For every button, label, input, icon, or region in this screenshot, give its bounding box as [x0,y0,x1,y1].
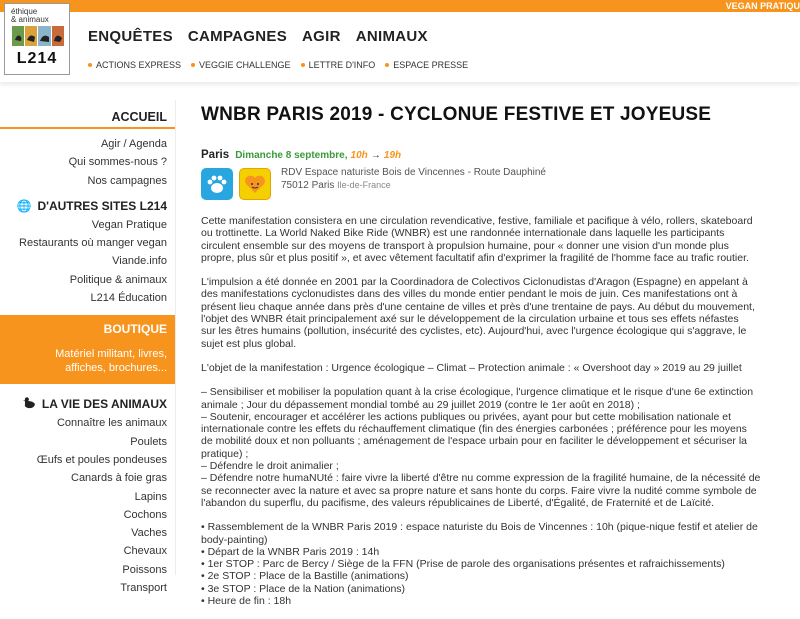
sidebar-item-cochons[interactable]: Cochons [123,508,167,521]
text-line: Cette manifestation consistera en une circulation revendicative, festive, familiale et pacifique à vélo, rollers, skateboard [201,215,753,227]
logo-tagline-2: & animaux [11,15,49,24]
text-line: – Sensibiliser et mobiliser la population quant à la crise écologique, l'urgence climatique et le risque d'une 6e extinction [201,386,754,399]
nav-animaux[interactable]: ANIMAUX [355,28,428,45]
event-description [201,215,798,619]
paw-icon[interactable] [201,168,233,200]
text-line: se reconnecter avec la nature et avec sa propre nature et sans honte du corps. Faire vivre la nudité comme symbole de [201,484,757,497]
boutique-line: Matériel militant, livres, [55,348,167,361]
text-line: internationale contre les effets du réchauffement climatique (fin des énergies carbonées ; préférence pour les moyens [201,423,747,436]
main-content [201,100,798,608]
bullet-icon [191,63,195,67]
subnav-actions-express[interactable] [88,60,181,70]
sidebar-heading-label: D'AUTRES SITES L214 [37,198,167,213]
text-line: présent lieu chaque année dans près d'une centaine de villes et près d'une trentaine de pays. Au début du mouvement, [201,300,755,313]
sidebar-other-sites-title [0,196,175,216]
text-line: des manifestations cyclonudistes dans des villes du monde entier pendant le mois de juin. Ces manifestations ont à [201,288,738,301]
text-line: • Départ de la WNBR Paris 2019 : 14h [201,545,380,558]
text-line: • Heure de fin : 18h [201,595,292,608]
top-bar [0,0,800,12]
sidebar-item-restaurants[interactable]: Restaurants où manger vegan [19,237,167,250]
sidebar-animals-title [0,394,175,414]
text-line: animale ; Jour du dépassement mondial tombé au 29 juillet 2019 (contre le 1er août en 2018) ; [201,398,640,411]
paragraph-1 [201,215,798,264]
globe-icon: 🌐 [16,198,32,213]
subnav-espace-presse[interactable] [385,60,468,70]
sidebar-item-qui-sommes-nous[interactable]: Qui sommes-nous ? [68,156,167,169]
text-line: ou trottinette. La World Naked Bike Ride (WNBR) est une randonnée internationale dans laquelle les participants [201,227,725,240]
subnav-label: ESPACE PRESSE [393,60,469,70]
subnav-label: LETTRE D'INFO [308,60,376,70]
text-line: sur les êtres humains (pollution, insécurité des cyclistes, etc). Aujourd'hui, avec l'urgence écologique qui s'aggrave, le [201,325,747,338]
sidebar-item-oeufs-poules[interactable]: Œufs et poules pondeuses [36,453,167,466]
subnav-label: ACTIONS EXPRESS [96,60,182,70]
venue-postcode: 75012 Paris [281,180,335,191]
sidebar-heading-label: LA VIE DES ANIMAUX [41,397,167,412]
sidebar-item-poulets[interactable]: Poulets [130,435,167,448]
subnav-lettre-info[interactable] [301,60,376,70]
nav-agir[interactable]: AGIR [302,28,341,45]
nav-campagnes[interactable]: CAMPAGNES [187,28,288,45]
sidebar-item-transport[interactable]: Transport [120,582,167,595]
event-city: Paris [201,149,230,161]
paragraph-5 [201,521,798,607]
sidebar-item-agir-agenda[interactable]: Agir / Agenda [100,138,167,150]
page-title: WNBR PARIS 2019 - CYCLONUE FESTIVE ET JOYEUSE [201,104,712,125]
text-line: • 2e STOP : Place de la Bastille (animations) [201,570,409,583]
logo-tagline [11,8,49,24]
text-line: de mobilité doux et non polluants ; aménagement de l'espace urbain pour en faciliter le développement et sécuriser la [201,435,748,448]
main-nav [88,28,443,45]
text-line: pratique) ; [201,447,249,460]
logo-name: L214 [16,50,58,67]
duck-icon [22,397,36,412]
boutique-line: affiches, brochures... [65,361,167,374]
nav-enquetes[interactable]: ENQUÊTES [88,28,173,45]
event-time-end: 19h [383,150,402,161]
paragraph-3 [201,362,798,374]
text-line: • 3e STOP : Place de la Nation (animations) [201,582,406,595]
subnav-veggie-challenge[interactable] [191,60,291,70]
sidebar-item-l214-education[interactable]: L214 Éducation [90,292,167,305]
paragraph-4 [201,386,798,509]
sidebar-item-politique-animaux[interactable]: Politique & animaux [69,273,167,286]
subnav-label: VEGGIE CHALLENGE [199,60,291,70]
sub-nav [88,60,478,70]
sidebar [0,100,176,595]
text-line: – Défendre le droit animalier ; [201,460,339,473]
bullet-icon [301,63,305,67]
boutique-box[interactable] [0,315,175,384]
text-line: • Rassemblement de la WNBR Paris 2019 : espace naturiste du Bois de Vincennes : 10h (pique-nique festif et atelier de [201,521,758,534]
paragraph-2 [201,276,798,350]
text-line: L'objet de la manifestation : Urgence écologique – Climat – Protection animale : « Overshoot day » 2019 au 29 juillet [201,361,742,374]
sidebar-item-connaitre-animaux[interactable]: Connaître les animaux [56,417,167,430]
event-meta [201,149,401,161]
venue-region: Ile-de-France [337,180,391,190]
event-venue [281,167,546,192]
sidebar-item-canards[interactable]: Canards à foie gras [71,472,167,485]
text-line: propre, plus sûr et plus positif », et avec vêtement facultatif afin d'exprimer la fragilité de l'homme face au trafic routier. [201,251,749,264]
logo-tagline-1: éthique [11,7,38,16]
text-line: sujet est plus global. [201,337,297,350]
sidebar-item-vaches[interactable]: Vaches [131,527,167,540]
arrow-right-icon: → [370,150,381,161]
text-line: l'objet des WNBR était principalement axé sur le développement de la circulation urbaine et tous ses effets néfastes [201,313,739,326]
sidebar-home[interactable]: ACCUEIL [0,107,175,129]
vegan-pratique-link[interactable]: VEGAN PRATIQU [725,1,800,11]
text-line: body-painting) [201,533,268,546]
sidebar-item-chevaux[interactable]: Chevaux [123,545,167,558]
sidebar-item-nos-campagnes[interactable]: Nos campagnes [87,174,167,187]
venue-address: RDV Espace naturiste Bois de Vincennes - Route Dauphiné [281,167,546,178]
text-line: – Soutenir, encourager et accélérer les actions publiques ou privées, ayant pour but cette mobilisation nationale et [201,410,731,423]
event-time-start: 10h [350,150,368,161]
heart-face-icon[interactable] [239,168,271,200]
sidebar-item-viande-info[interactable]: Viande.info [112,255,167,268]
sidebar-item-poissons[interactable]: Poissons [122,563,167,576]
bullet-icon [385,63,389,67]
header [0,12,800,82]
boutique-title: BOUTIQUE [103,322,167,337]
sidebar-item-lapins[interactable]: Lapins [134,490,167,503]
text-line: circulent ensemble sur des moyens de transport à propulsion humaine, pour « donner une vision d'un monde plus [201,239,729,252]
boutique-text [0,348,167,375]
sidebar-item-vegan-pratique[interactable]: Vegan Pratique [91,218,167,231]
l214-logo[interactable] [4,3,70,75]
venue-city-line [281,179,546,192]
logo-animals-icon [12,26,64,46]
bullet-icon [88,63,92,67]
text-line: L'impulsion a été donnée en 2001 par la Coordinadora de Colectivos Ciclonudistas d'Aragon (Espagne) en appelant à [201,276,748,289]
text-line: • 1er STOP : Parc de Bercy / Siège de la FFN (Prise de parole des organisations présentes et rafraichissements) [201,558,725,571]
event-date: Dimanche 8 septembre, [235,150,348,161]
text-line: – Défendre notre humaNUté : faire vivre la liberté d'être nu comme expression de la fragilité humaine, de la nécessité de [201,472,761,485]
text-line: l'abandon du superflu, du pacifisme, des valeurs républicaines de Liberté, d'Égalité, de Fraternité et de Laïcité. [201,496,714,509]
